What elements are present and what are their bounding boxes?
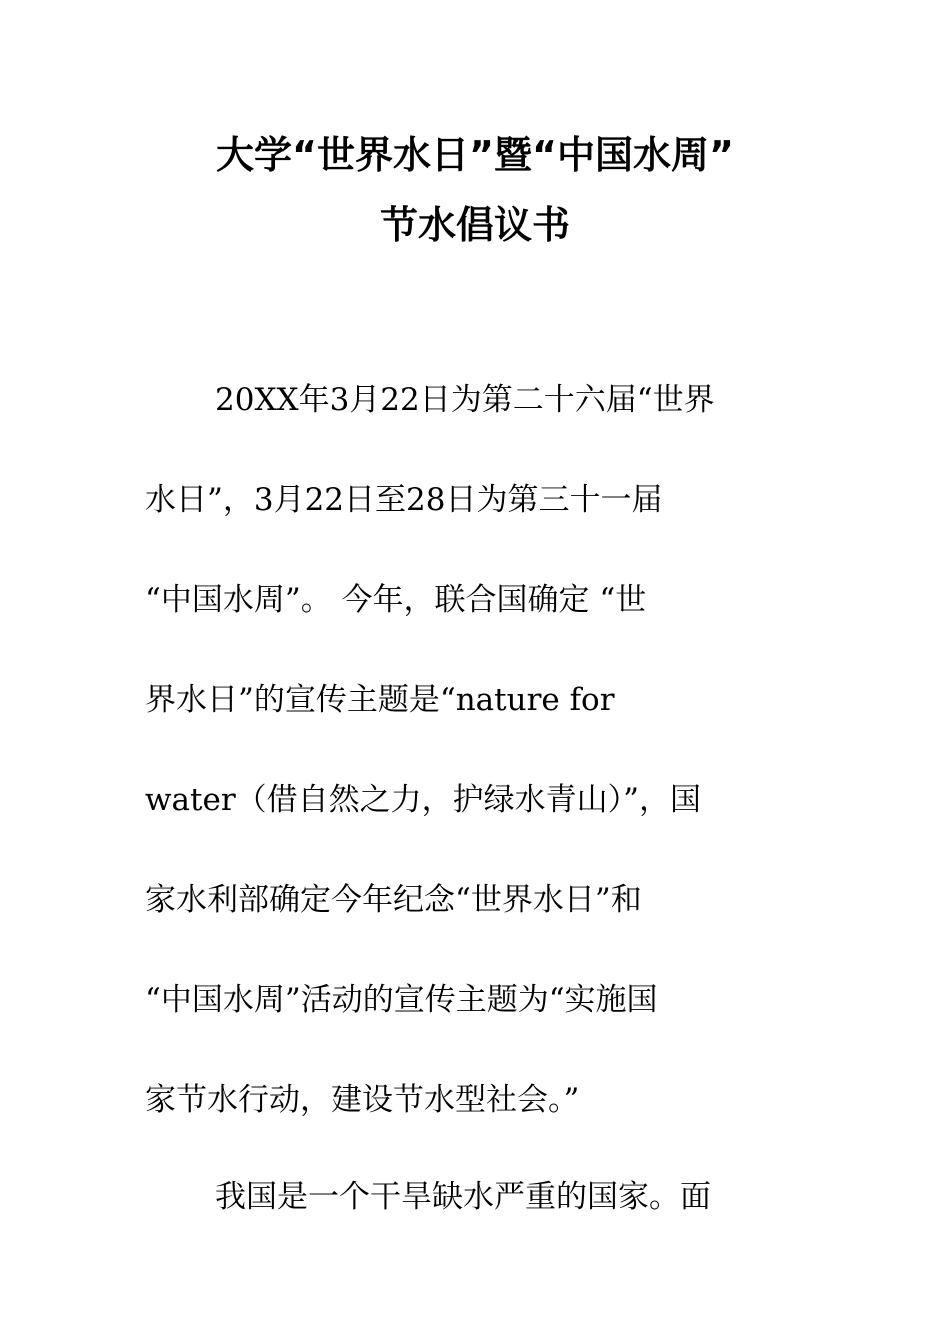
document-title-line-2: 节水倡议书 [379,203,570,247]
paragraph-1-line-1: 20XX年3月22日为第二十六届“世界 [215,382,715,418]
paragraph-1-line-5: water（借自然之力，护绿水青山）”，国 [145,782,701,818]
paragraph-1-line-8: 家节水行动，建设节水型社会。” [145,1082,580,1118]
paragraph-1-line-6: 家水利部确定今年纪念“世界水日”和 [145,882,642,918]
document-title-line-1: 大学“世界水日”暨“中国水周” [216,133,734,177]
paragraph-1-line-7: “中国水周”活动的宣传主题为“实施国 [145,982,658,1018]
paragraph-1-line-4: 界水日”的宣传主题是“nature for [145,682,615,718]
paragraph-1-line-3: “中国水周”。 今年，联合国确定 “世 [145,582,647,618]
paragraph-1-line-2: 水日”，3月22日至28日为第三十一届 [145,482,663,518]
paragraph-2-line-1: 我国是一个干旱缺水严重的国家。面 [215,1179,711,1215]
